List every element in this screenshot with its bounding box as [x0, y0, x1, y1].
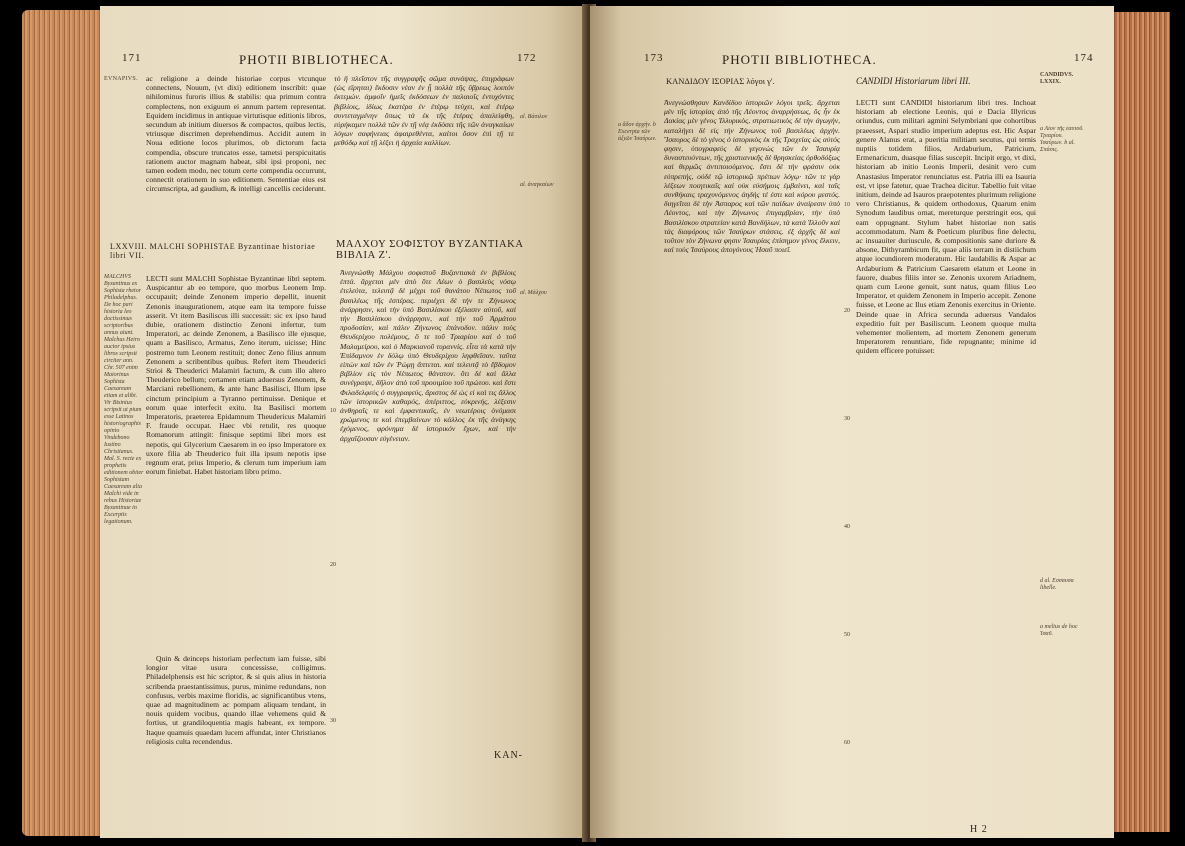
left-page	[100, 6, 586, 838]
latin-paragraph-candidus: LECTI sunt CANDIDI historiarum libri tres. Inchoat historiam ab electione Leonis, qui e Dacia Illyricus oriundus, cum militari agmini Selymbriani que cohortibus praeesset, Aspari studio imperium adeptus est. Hic Aspar genere Alanus erat, a pueritia militiam secutus, qui ternis nuptiis totidem filios, Ardaburium, Patricium, Ermenaricum, duasque filias suscepit. Incipit ergo, vt dixi, historiam ab initio Leonis Imperii, desinit vero cum Anastasius Imperator renunciatus est. Patria illi ea Isauria est, vt ipse fatetur, quae Trachea dicitur. Tabellio fuit vitae initium, deinde ad Isauros praepotentes plurimum religione vero Christianus, & quidem orthodoxus, Quarum enim Synodum laudibus ornat, mereturque perstringit eos, qui eam oppugnant. Stylum habet historiae non satis accommodatum. Nam & Poeticum pluribus fine delectu, ac insuauiter duriuscule, & compositionis sane duriore & absone, Dithyrambicum fit, quae aliis terram in distiichum atque iocundiorem moderatum. Hic laudabilis & Aspar ac Ardaburium & Patricium Caesarem elatum et Leone in fauore, duabus filiis inter se. Zenonis uxorem Ariadnem, quam cum Leone genuit, sunt natus, quam filius Leo Imperator, et quidem Zenonem in Imperio accepit. Zenone fuisse, et Leone ac Ilus etiam Zenonis exercitus in Oriente. Deinde quae in Africa secunda aduersus Vandalos expeditio fuit per Basiliscum. Leonem quoque multa vehementer molientem, ad mortem Zenonem generum Imperatorem renuntiare, fide repugnante; minime id quidem efficere potuisset:	[856, 98, 1036, 356]
line-number-20: 20	[330, 562, 336, 568]
page-number-172: 172	[517, 52, 537, 64]
margin-note-malchus: al. Μάλχου	[520, 290, 547, 296]
left-running-title: PHOTII BIBLIOTHECA.	[239, 52, 394, 67]
line-number-r10: 10	[844, 202, 850, 208]
section-heading-greek: ΜΑΛΧΟΥ ΣΟΦΙΣΤΟΥ ΒΥΖΑΝΤΙΑΚΑ ΒΙΒΛΙΑ Ζ'.	[336, 239, 523, 261]
right-page	[590, 6, 1114, 838]
page-number-174: 174	[1074, 52, 1094, 64]
latin-column-bottom	[146, 654, 326, 838]
greek-column-malchus	[340, 268, 516, 808]
line-number-r20: 20	[844, 308, 850, 314]
catchword: KAN-	[494, 750, 523, 761]
margin-heading-eunapius: EVNAPIVS.	[104, 76, 138, 82]
latin-column-top	[146, 74, 326, 234]
section-heading-latin: LXXVIII. MALCHI SOPHISTAE Byzantinae historiae libri VII.	[110, 242, 316, 260]
greek-column-top	[334, 74, 514, 234]
corner-heading-candidus: CANDIDVS. LXXIX.	[1040, 72, 1074, 85]
latin-column-candidus	[856, 98, 1036, 818]
margin-note-variant-2: al. ἀναγκαίων	[520, 182, 554, 188]
line-number-10: 10	[330, 408, 336, 414]
latin-paragraph-malchus: LECTI sunt MALCHI Sophistae Byzantinae libri septem. Auspicantur ab eo tempore, quo morbus Leonem Imp. occupauit; deinde Zenonem imperio depellit, inuenit Zenonis inaugurationem, atque eam ita tempore fuisse asserit. Vt item Basiliscus illi successit: sic ex ipso haud dubie, orationem distinctio Zenoni infertur, tum Imperatori, ac deinde Zenonem, a Basilisco ille ejusque, quam a Basilisco, Armatus, Zeno iterum, uicisse; Hinc postremo tum Leonem restituit; donec Zeno filius annum Zenonem a scribentibus quibus. Refert item Theuderici Strioi & Theuderici Malamiri factum, & cum illo altero Theuderico bellum; certamen etiam aduersus Zenonem, & Marciani rebellionem, & ante hanc Basilisci, Illum ipse cinctum principium a Tyranno pertinuisse. Denique et eorum quae interfecit exitu. Ita Basilisci mortem Imperatoris, praeterea Epidamnum Theudericus Malamiri F. fraude occupat. Haec vbi retulit, res quoque Romanorum attingit: finisque septimi libri mors est nepotis, qui Glycerium Caesarem in eo ipso Imperatore ex uxore filia ab Theuderico fuit illa ipsum nepotis ipse regnum erat, prius Imperio, & clerum tum imperium iam eorum finiebat. Habet historiam libro primo.	[146, 274, 326, 477]
signature-mark: H 2	[970, 824, 988, 835]
latin-paragraph: ac religione a deinde historiae corpus vtcunque connectens, Nouum, (vt dixi) editionem inscribit: quae nihilominus furoris illius & stabilis: qua primum contra complectens, non exiguum ei annum partem representat. Equidem incidimus in antiquae virtutisque editionis libros, secundum ab initium diuersos & compactos, quibus lectis, vtriusque discrimen deprehendimus. Accidit autem in Noua editione locos plurimos, ob dictorum facta compendia, obscure truncatos esse, tametsi perspicuitatis rationem auctor magnam habeat, sibi ipsi proponi, nec tamen eodem modo, nec totum certe compendia occurrunt, connectit orationem in suo editionem. Sententiae eius est circumscripta, ad gaudium, & intelligi cancellis ceciderunt.	[146, 74, 326, 194]
open-book	[22, 4, 1170, 842]
margin-note-variant-1: al. Βάσιλον	[520, 114, 548, 120]
latin-paragraph-philadelphensis: Quin & deinceps historiam perfectum iam fuisse, sibi longior vitae usura concessisse, colligimus. Philadelphensis est hic scriptor, & si quis alius in historia scribenda praestantissimus, purus, minime redundans, non confusus, verbis maxime floridis, ac significantibus vtens, quae ad magnitudinem ac pompam aliquam tendant, in nouis quidem vocibus, quando illae vehemens quid & fortius, ut grandiloquentia magis habeant, ex tempore. Itaque quamuis quaedam lucem affundat, inter Christianos religiosis culta recendendus.	[146, 654, 326, 746]
margin-note-right-c: d al. Εσσαυσα libelle.	[1040, 578, 1074, 591]
line-number-r50: 50	[844, 632, 850, 638]
greek-paragraph-malchus: Ἀνεγνώσθη Μάλχου σοφιστοῦ Βυζαντιακὰ ἐν βιβλίοις ἑπτά. ἄρχεται μὲν ἀπὸ ὅτε Λέων ὁ βασιλεὺς νόσῳ ἐτελεύτα, τελευτᾷ δὲ μέχρι τοῦ θανάτου Νέπωτος τοῦ βασιλέως τῆς ἑσπέρας. περιέχει δὲ τήν τε Ζήνωνος ἀνάρρησιν, καὶ τὴν ὑπὸ Βασιλίσκου ἐξέλασιν αὐτοῦ, καὶ τὴν Βασιλίσκου ἀνάρρησιν, καὶ τὴν τοῦ Ἁρμάτου προδοσίαν, καὶ πάλιν Ζήνωνος ἐπάνοδον. πάλιν τοὺς Θευδερίχου πολέμους, ὅ τε τοῦ Τριαρίου καὶ ὁ τοῦ Μαλαμείρου, καὶ ὁ Μαρκιανοῦ τυραννίς. εἶτα τὰ κατὰ τὴν Ἐπίδαμνον ἐν δόλῳ ὑπὸ Θευδερίχου ληφθεῖσαν. ταῦτα εἰπὼν καὶ τῶν ἐν Ῥώμῃ ἅπτεται. καὶ τελευτᾷ τὸ ἕβδομον βιβλίον εἰς τὸν Νέπωτος θάνατον. ὅτι δὲ καὶ ἄλλα συνέγραψε, δῆλον ἀπὸ τοῦ προοιμίου τοῦ πρώτου. καὶ ἔστι Φιλαδελφεὺς ὁ συγγραφεύς, ἄριστος δὲ ὡς εἰ καὶ τις ἄλλος τῶν ἱστορικῶν καθαρός, ἀπέριττος, εὐκρινής, λέξεσιν ἀνθηραῖς τε καὶ ἐμφαντικαῖς, ἐν νεωτέροις ὀνόμασι χρώμενος τε καὶ ἐπεμβαίνων τὸ κάλλος ἐκ τῆς ἀνάγκης ἐχόμενος, φρόνημα δὲ ἱστορικόν ἔχων, καὶ τὴν ἀρχαΐζουσαν εὐγένειαν.	[340, 268, 516, 443]
greek-section-heading: ΚΑΝΔΙΔΟΥ ΙΣΟΡΙΑΣ λόγοι γ'.	[666, 76, 775, 86]
page-edges-left	[22, 10, 102, 836]
page-number-173: 173	[644, 52, 664, 64]
greek-paragraph-candidus: Ἀνεγνώσθησαν Κανδίδου ἱστοριῶν λόγοι τρεῖς. ἄρχεται μὲν τῆς ἱστορίας ἀπὸ τῆς Λέοντος ἀναρρήσεως, ὃς ἦν ἐκ Δακίας μὲν γένος Ἰλλυρικὸς, στρατιωτικὸς δὲ τὴν ἀγωγὴν, καταλήγει δὲ εἰς τὴν Ζήνωνος τοῦ βασιλέως ἀρχὴν. Ἴσαυρος δὲ τὸ γένος ὁ ἱστορικὸς ἐκ τῆς Τραχείας ὡς αὐτός φησιν, ὑπογραφεὺς δὲ γεγονὼς τῶν ἐν Ἰσαυρίᾳ δυναστευόντων, τῆς χριστιανικῆς δὲ θρησκείας ὀρθοδόξως καὶ θερμῶς ἀντιποιούμενος. ἔστι δὲ τὴν φράσιν οὐκ εὐπρεπής, οὐδὲ τῷ ἱστορικῷ πρέπων λόγῳ· τῶν τε γὰρ λέξεων ποιητικαῖς καὶ οὐκ εὐσήμοις ἐμβαίνει, καὶ ταῖς συνθήκαις τραχυνόμενος ἀηδής τέ ἐστι καὶ κόρου μεστός. διηγεῖται δὲ τὴν Ἀσπαρος καὶ τῶν παίδων ἀναίρεσιν ὑπὸ Λέοντος, καὶ τὴν Ζήνωνος ἐπιγαμβρίαν, τὴν ὑπὸ Βασιλίσκου στρατείαν κατὰ Βανδήλων, τὰ κατὰ Ἰλλοῦν καὶ τὰς διαφόρους τῶν Ἰσαύρων στάσεις. ἐξ ἀρχῆς δὲ καὶ τοῦτον τὸν Ζήνωνα φησιν Ἰσαυρίας ἐπίσημον γένος ἔλκειν, καὶ τοὺς Ἰσαύρους ἀπογόνους Ἡσαῦ ποιεῖ.	[664, 98, 840, 255]
margin-note-right-d: a melius de hoc Ἰσαῦ.	[1040, 624, 1078, 637]
greek-column-candidus	[664, 98, 840, 818]
line-number-r30: 30	[844, 416, 850, 422]
line-number-r60: 60	[844, 740, 850, 746]
margin-note-right-b: a Λίον τῆς ἑαυτοῦ. Τριαρίου. Ἰσαύρων. b al. Σπάσις.	[1040, 126, 1084, 153]
margin-gloss-malchus: MALCHVS Byzantinus ex Sophista rhetor Philadelphus. De hoc pari historia leo doctissimus scriptoribus annus aiunt. Malchus Heiro auctor ipsius libros scripsit circiter ann. Chr. 507 enim Maiorinus Sophista Caesaream etiam et alibi. Vir Bisinius scripsit ut pium esse Latinos historiographis opinio Vindebono Iustino Christianus. Mal. S. recte ex prophetis editionem obiter Sophistam Caesaream alia Malchi vide in rebus Historiae Byzantinae in Excerptis legationum.	[104, 274, 144, 525]
latin-section-heading: CANDIDI Historiarum libri III.	[856, 76, 971, 86]
latin-column-malchus	[146, 274, 326, 650]
line-number-r40: 40	[844, 524, 850, 530]
greek-paragraph: τὸ ἢ πλεῖστον τῆς συγγραφῆς σῶμα συνάψας, ἐπιγράφων (ὡς εἴρηται) ἔκδοσιν νέαν ἐν ᾗ πολλὰ τῆς ὕβρεως λοιπόν ἐκτεμών. ἀμφοῖν ἡμεῖς ἐκδόσεων ἐν παλαιοῖς ἐντυχόντες βιβλίοις, ἰδίως ἑκατέρα ἐν ἑτέρῳ τεύχει, καὶ ἑτέρῳ συντεταγμένην ὅπως τὰ ἐκ τῆς ἑτέρας ἀπαλείφθη, εὐρήκαμεν πολλὰ τῶν ἐν τῇ νέᾳ ἐκδόσει τῆς τῶν ἀναγκαίων λόγων σαφήνειας ἀφαιρεθέντα, καίτοι ὅσον ἐπὶ τῇ τε μεθόδῳ καὶ τῇ λέξει ἡ ἀρχαία καλλίων.	[334, 74, 514, 148]
page-number-171: 171	[122, 52, 142, 64]
margin-note-left-a: a ἄδον ἀρχήν. b Excerpta τῶν ἀξιῶν Ἰσαύρων.	[618, 122, 657, 142]
right-running-title: PHOTII BIBLIOTHECA.	[722, 52, 877, 67]
line-number-30: 30	[330, 718, 336, 724]
page-edges-right	[1110, 12, 1170, 832]
